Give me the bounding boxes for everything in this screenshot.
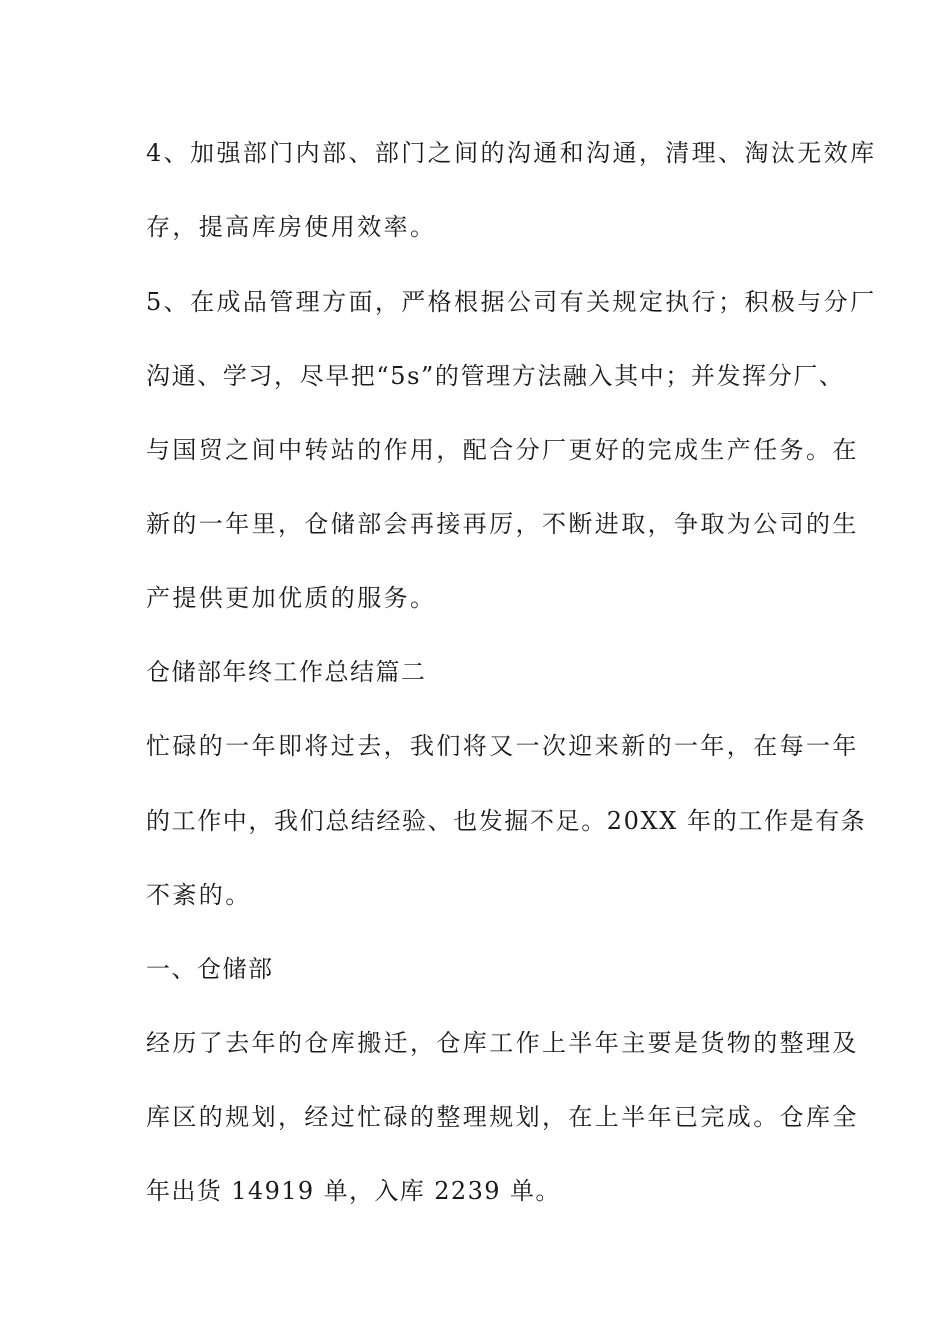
subsection-heading: 一、仓储部 bbox=[146, 955, 274, 983]
text-line: 沟通、学习，尽早把“5s”的管理方法融入其中；并发挥分厂、 bbox=[146, 362, 845, 390]
text-line: 年出货 14919 单，入库 2239 单。 bbox=[146, 1177, 561, 1205]
text-line: 与国贸之间中转站的作用，配合分厂更好的完成生产任务。在 bbox=[146, 436, 859, 464]
text-line: 存，提高库房使用效率。 bbox=[146, 213, 437, 241]
text-line: 忙碌的一年即将过去，我们将又一次迎来新的一年，在每一年 bbox=[146, 732, 859, 760]
section-heading: 仓储部年终工作总结篇二 bbox=[146, 658, 427, 686]
text-line: 的工作中，我们总结经验、也发掘不足。20XX 年的工作是有条 bbox=[146, 807, 867, 835]
text-line: 4、加强部门内部、部门之间的沟通和沟通，清理、淘汰无效库 bbox=[146, 139, 877, 167]
text-line: 新的一年里，仓储部会再接再厉，不断进取，争取为公司的生 bbox=[146, 510, 859, 538]
text-line: 库区的规划，经过忙碌的整理规划，在上半年已完成。仓库全 bbox=[146, 1103, 859, 1131]
text-line: 产提供更加优质的服务。 bbox=[146, 584, 437, 612]
text-line: 经历了去年的仓库搬迁，仓库工作上半年主要是货物的整理及 bbox=[146, 1029, 859, 1057]
text-line: 不紊的。 bbox=[146, 881, 252, 909]
text-line: 5、在成品管理方面，严格根据公司有关规定执行；积极与分厂 bbox=[146, 288, 877, 316]
